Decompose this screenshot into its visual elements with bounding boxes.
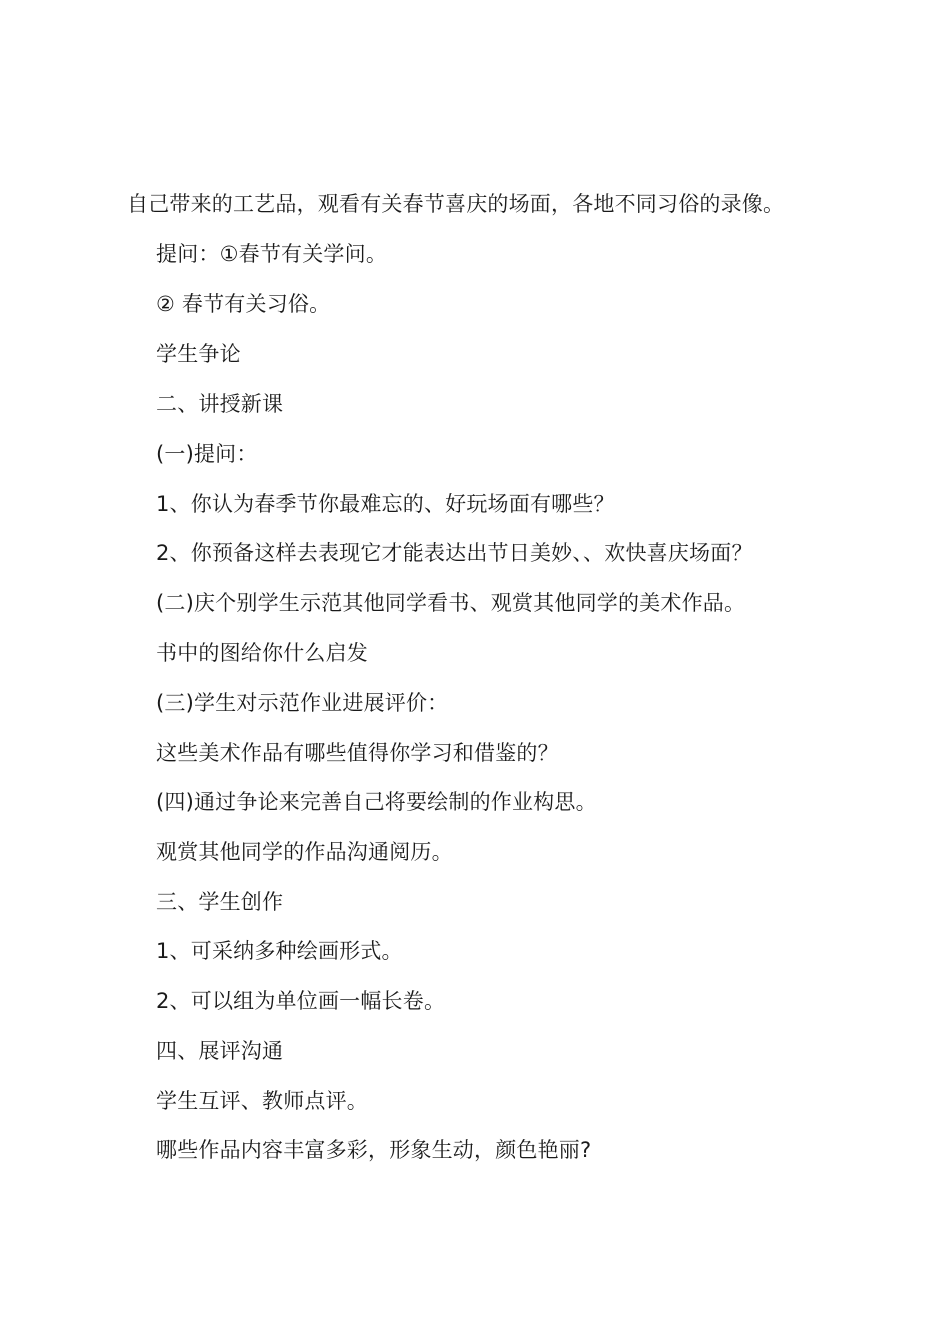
paragraph-line: 观赏其他同学的作品沟通阅历。 <box>156 840 453 864</box>
section-heading: 三、学生创作 <box>156 890 284 914</box>
paragraph-line: 学生争论 <box>156 342 241 366</box>
paragraph-line: 1、你认为春季节你最难忘的、好玩场面有哪些？ <box>156 492 615 516</box>
paragraph-line: 学生互评、教师点评。 <box>156 1089 368 1113</box>
paragraph-line: 提问：①春节有关学问。 <box>156 242 388 266</box>
paragraph-line: (三)学生对示范作业进展评价： <box>156 691 449 715</box>
paragraph-line: 哪些作品内容丰富多彩，形象生动，颜色艳丽? <box>156 1138 592 1162</box>
paragraph-line: 2、可以组为单位画一幅长卷。 <box>156 989 446 1013</box>
section-heading: 二、讲授新课 <box>156 392 284 416</box>
paragraph-line: 2、你预备这样去表现它才能表达出节日美妙、、欢快喜庆场面？ <box>156 541 753 565</box>
paragraph-line: (一)提问： <box>156 442 258 466</box>
paragraph-line: 1、可采纳多种绘画形式。 <box>156 939 403 963</box>
paragraph-line: 书中的图给你什么启发 <box>156 641 368 665</box>
paragraph-line: ② 春节有关习俗。 <box>156 292 331 316</box>
paragraph-line: 自己带来的工艺品，观看有关春节喜庆的场面，各地不同习俗的录像。 <box>127 192 785 216</box>
paragraph-line: (二)庆个别学生示范其他同学看书、观赏其他同学的美术作品。 <box>156 591 746 615</box>
section-heading: 四、展评沟通 <box>156 1039 284 1063</box>
paragraph-line: (四)通过争论来完善自己将要绘制的作业构思。 <box>156 790 597 814</box>
paragraph-line: 这些美术作品有哪些值得你学习和借鉴的？ <box>156 741 559 765</box>
